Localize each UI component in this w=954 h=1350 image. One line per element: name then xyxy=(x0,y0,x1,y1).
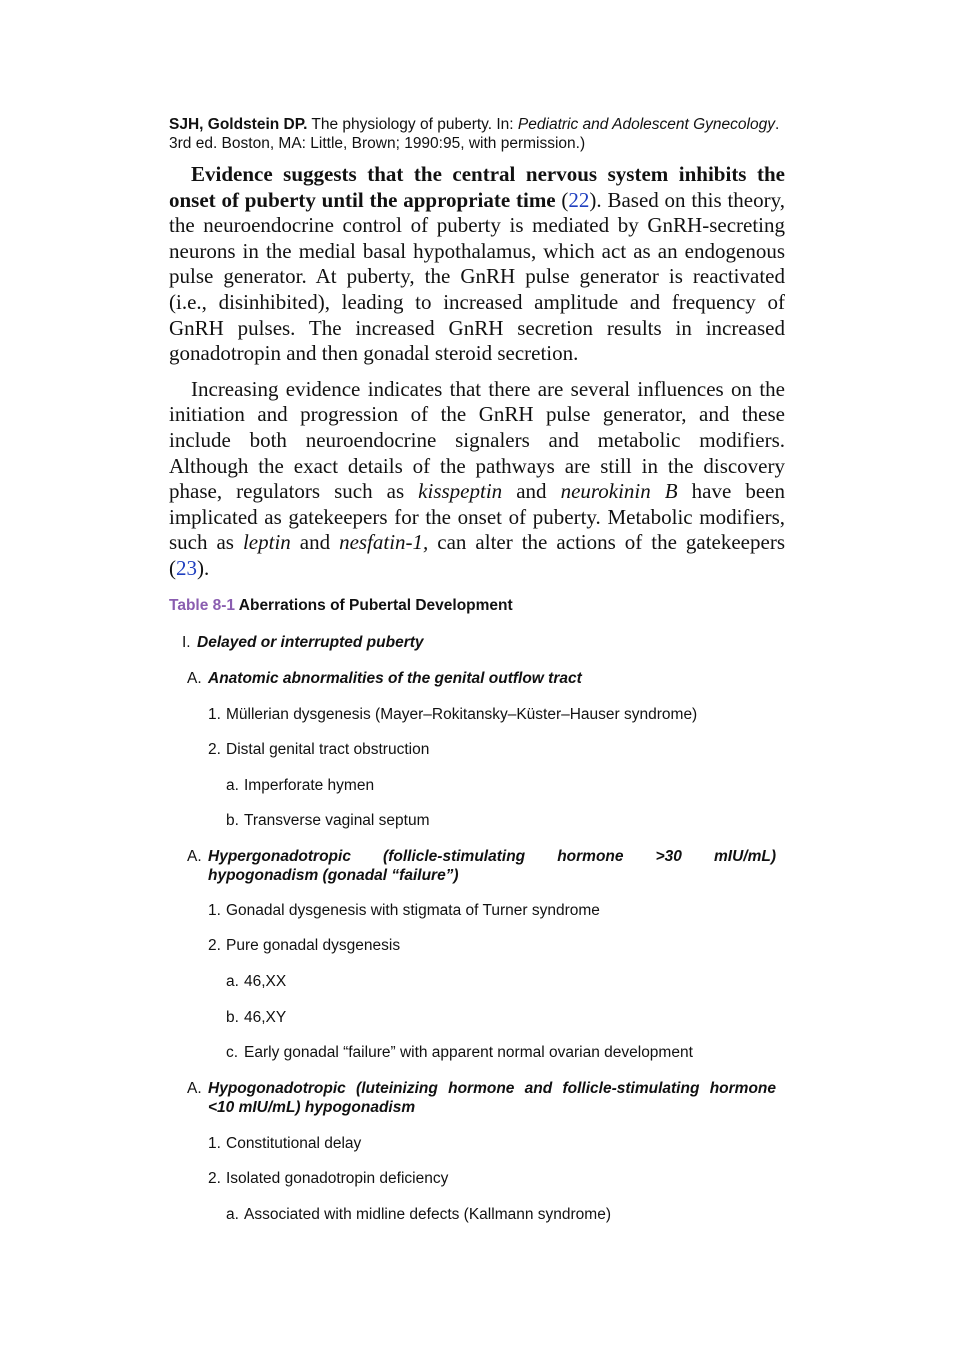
row-label: c. xyxy=(226,1043,239,1061)
table-row xyxy=(208,740,785,759)
paragraph-text: Based on this theory, the neuroendocrine control of puberty is mediated by GnRH-secreting neurons in the medial basal hypothalamus, which act as an endogenous pulse generator. At puberty, the GnRH pulse generator is reactivated (i.e., disinhibited), leading to increased amplitude and frequency of GnRH pulses. The increased GnRH secretion results in increased gonadotropin and then gonadal steroid secretion. xyxy=(169,187,785,366)
row-label: 1. xyxy=(208,1134,221,1152)
paragraph-gatekeepers xyxy=(169,377,785,582)
row-label: A. xyxy=(187,669,202,687)
table-row xyxy=(187,669,785,688)
caption-publication: . 3rd ed. Boston, MA: Little, Brown; 1990:95, with permission.) xyxy=(169,116,780,152)
row-text: Constitutional delay xyxy=(226,1134,362,1152)
row-text: Transverse vaginal septum xyxy=(244,811,430,829)
table-row xyxy=(226,972,785,991)
term-leptin: leptin xyxy=(242,530,291,555)
row-text: Early gonadal “failure” with apparent normal ovarian development xyxy=(244,1043,693,1061)
row-label: a. xyxy=(226,776,239,794)
row-text: Hypogonadotropic (luteinizing hormone and follicle-stimulating hormone <10 mIU/mL) hypogonadism xyxy=(208,1079,776,1116)
row-label: b. xyxy=(226,811,239,829)
caption-book-title: Pediatric and Adolescent Gynecology xyxy=(517,116,775,133)
table-row xyxy=(208,901,785,920)
term-neurokinin-b: neurokinin B xyxy=(560,479,678,504)
row-label: 2. xyxy=(208,740,221,758)
row-text: Associated with midline defects (Kallmann syndrome) xyxy=(244,1205,611,1223)
table-heading: Aberrations of Pubertal Development xyxy=(235,596,513,614)
table-row xyxy=(226,776,785,795)
table-row xyxy=(208,1134,785,1153)
row-text: 46,XY xyxy=(244,1008,287,1026)
row-label: I. xyxy=(182,633,191,651)
figure-caption xyxy=(169,115,785,153)
row-text: Imperforate hymen xyxy=(244,776,375,794)
caption-text: The physiology of puberty. In: xyxy=(307,116,518,133)
table-row xyxy=(226,1205,785,1224)
table-row xyxy=(187,847,776,885)
row-label: 2. xyxy=(208,1169,221,1187)
row-label: 1. xyxy=(208,705,221,723)
paragraph-text: can alter the actions of the gatekeepers ( xyxy=(169,530,785,580)
paragraph-text: Increasing evidence indicates that there are several influences on the initiation and progression of the GnRH pulse generator, and these include both neuroendocrine signalers and metabolic modifiers. Although the exact details of the pathways are still in the discovery phase, regulators such as xyxy=(169,376,785,504)
row-label: A. xyxy=(187,1079,202,1097)
table-row xyxy=(182,633,785,652)
table-row xyxy=(208,705,785,724)
row-label: a. xyxy=(226,972,239,990)
reference-link-22[interactable]: 22 xyxy=(568,187,590,212)
row-label: a. xyxy=(226,1205,239,1223)
term-kisspeptin: kisspeptin xyxy=(418,479,503,504)
row-text: Delayed or interrupted puberty xyxy=(197,633,424,651)
table-title xyxy=(169,596,785,615)
row-text: Müllerian dysgenesis (Mayer–Rokitansky–Küster–Hauser syndrome) xyxy=(226,705,698,723)
row-label: b. xyxy=(226,1008,239,1026)
row-text: Anatomic abnormalities of the genital outflow tract xyxy=(208,669,582,687)
row-label: 1. xyxy=(208,901,221,919)
table-row xyxy=(187,1079,776,1117)
row-text: Pure gonadal dysgenesis xyxy=(226,936,401,954)
table-number: Table 8-1 xyxy=(169,596,236,614)
table-outline xyxy=(169,633,785,1224)
row-label: A. xyxy=(187,847,202,865)
row-text: Gonadal dysgenesis with stigmata of Turner syndrome xyxy=(226,901,600,919)
row-text: Distal genital tract obstruction xyxy=(226,740,430,758)
ref-close: ). xyxy=(589,187,602,212)
paragraph-text: ). xyxy=(197,555,210,580)
caption-authors: SJH, Goldstein DP. xyxy=(169,116,308,133)
table-row xyxy=(208,1169,785,1188)
reference-link-23[interactable]: 23 xyxy=(176,555,197,580)
term-nesfatin-1: nesfatin-1, xyxy=(339,530,429,555)
table-row xyxy=(226,1008,785,1027)
paragraph-cns-inhibition xyxy=(169,162,785,367)
paragraph-text: and xyxy=(502,479,561,504)
row-text: Isolated gonadotropin deficiency xyxy=(226,1169,449,1187)
paragraph-text: and xyxy=(290,530,340,555)
row-text: Hypergonadotropic (follicle-stimulating hormone >30 mIU/mL) hypogonadism (gonadal “failure”) xyxy=(208,847,776,884)
paragraph-text: have been implicated as gatekeepers for the onset of puberty. Metabolic modifiers, such as xyxy=(169,479,785,555)
table-row xyxy=(208,936,785,955)
table-row xyxy=(226,1043,785,1062)
table-row xyxy=(226,811,785,830)
document-page xyxy=(169,115,785,1224)
row-text: 46,XX xyxy=(244,972,287,990)
ref-open: ( xyxy=(555,187,569,212)
row-label: 2. xyxy=(208,936,221,954)
bold-lead-sentence: Evidence suggests that the central nervous system inhibits the onset of puberty until the appropriate time xyxy=(169,162,785,212)
